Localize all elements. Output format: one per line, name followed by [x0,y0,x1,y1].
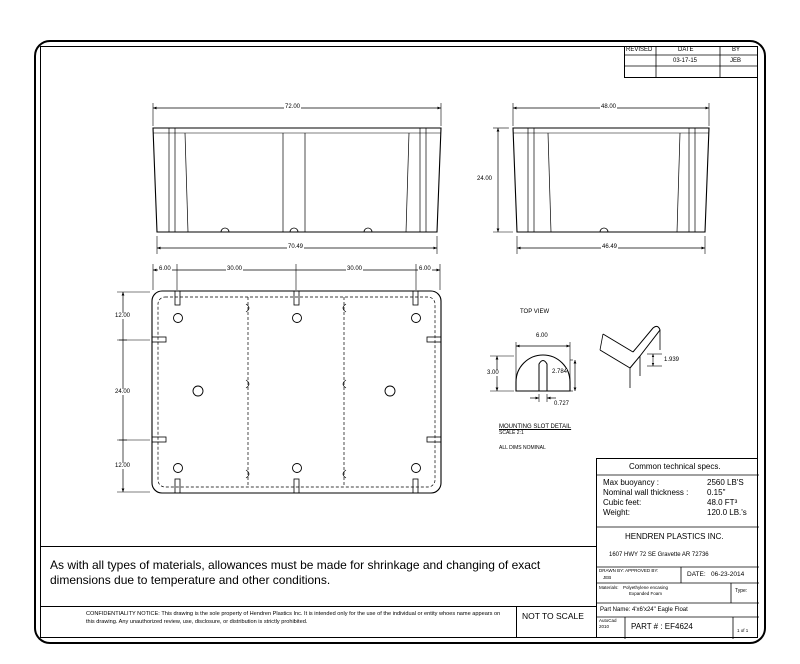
materials-line1: Polyethylene encasing [623,585,669,590]
part-number: PART # : EF4624 [631,622,693,631]
autocad-label: AutoCad [599,618,617,623]
spec-label: Max buoyancy : [603,478,660,487]
confidentiality-panel [40,606,516,638]
drawing-date: 06-23-2014 [711,571,745,578]
rev-by: JEB [730,58,742,64]
dim-side-height: 24.00 [477,176,493,182]
dim-slot-gap: 0.727 [554,401,570,407]
spec-label: Weight: [603,508,630,517]
spec-value: 0.15" [707,488,726,497]
dim-iso: 1.939 [664,357,680,363]
dim-slot-height: 3.00 [487,370,499,376]
not-to-scale-panel [516,606,596,638]
drawn-by-label: DRAWN BY: APPROVED BY: [599,568,659,573]
slot-detail-title: MOUNTING SLOT DETAIL [499,424,572,430]
type-label: Type: [735,588,748,594]
dim-front-top: 72.00 [285,104,301,110]
not-to-scale: NOT TO SCALE [522,611,584,621]
sheet-number: 1 of 1 [737,628,749,633]
rev-col-revised: REVISED [626,47,653,53]
side-view [493,103,709,254]
front-view [153,103,441,254]
company-name: HENDREN PLASTICS INC. [625,532,724,541]
dim-plan-left1: 12.00 [115,313,131,319]
plan-view [117,264,441,493]
autocad-year: 2010 [599,624,610,629]
dim-side-top: 48.00 [601,104,617,110]
rev-col-date: DATE [678,47,694,53]
date-label: DATE: [687,571,706,578]
slot-detail [490,326,662,402]
title-block [596,458,758,638]
spec-value: 48.0 FT³ [707,498,738,507]
rev-date: 03-17-15 [673,58,698,64]
spec-label: Nominal wall thickness : [603,488,689,497]
dim-plan-seg4: 6.00 [419,266,431,272]
specs-header: Common technical specs. [629,462,721,471]
dim-side-bottom: 46.49 [602,244,618,250]
rev-col-by: BY [732,47,741,53]
top-view-label: TOP VIEW [520,309,550,315]
spec-value: 120.0 LB.'s [707,508,747,517]
dim-front-bottom: 70.49 [288,244,304,250]
materials-label: Materials: [599,585,619,590]
dim-plan-left-total: 24.00 [115,389,131,395]
drawn-by: JEB [603,575,612,580]
slot-detail-scale: SCALE 2:1 [499,430,524,436]
notes-panel [40,546,596,606]
dim-plan-left2: 12.00 [115,463,131,469]
spec-value: 2560 LB'S [707,478,744,487]
dim-plan-seg3: 30.00 [347,266,363,272]
slot-detail-note: ALL DIMS NOMINAL [499,445,546,451]
materials-line2: Expanded Foam [629,591,663,596]
dim-slot-depth: 2.784 [552,369,568,375]
part-name: Part Name: 4'x6'x24" Eagle Float [600,607,688,613]
dim-plan-seg1: 6.00 [159,266,171,272]
shrinkage-note: As with all types of materials, allowances must be made for shrinkage and changing of exact dimensions due to temperature and other conditions. [50,558,541,587]
confidentiality-notice: CONFIDENTIALITY NOTICE: This drawing is the sole property of Hendren Plastics Inc. It is intended only for the use of the individual or entity whoes name appears on this drawing. Any unauthorized review, use, disclosure, or distribution is strictly prohibited. [86,611,501,625]
dim-plan-seg2: 30.00 [227,266,243,272]
company-address: 1607 HWY 72 SE Gravette AR 72736 [609,552,709,558]
spec-label: Cubic feet: [603,498,642,507]
dim-slot-width: 6.00 [536,333,548,339]
